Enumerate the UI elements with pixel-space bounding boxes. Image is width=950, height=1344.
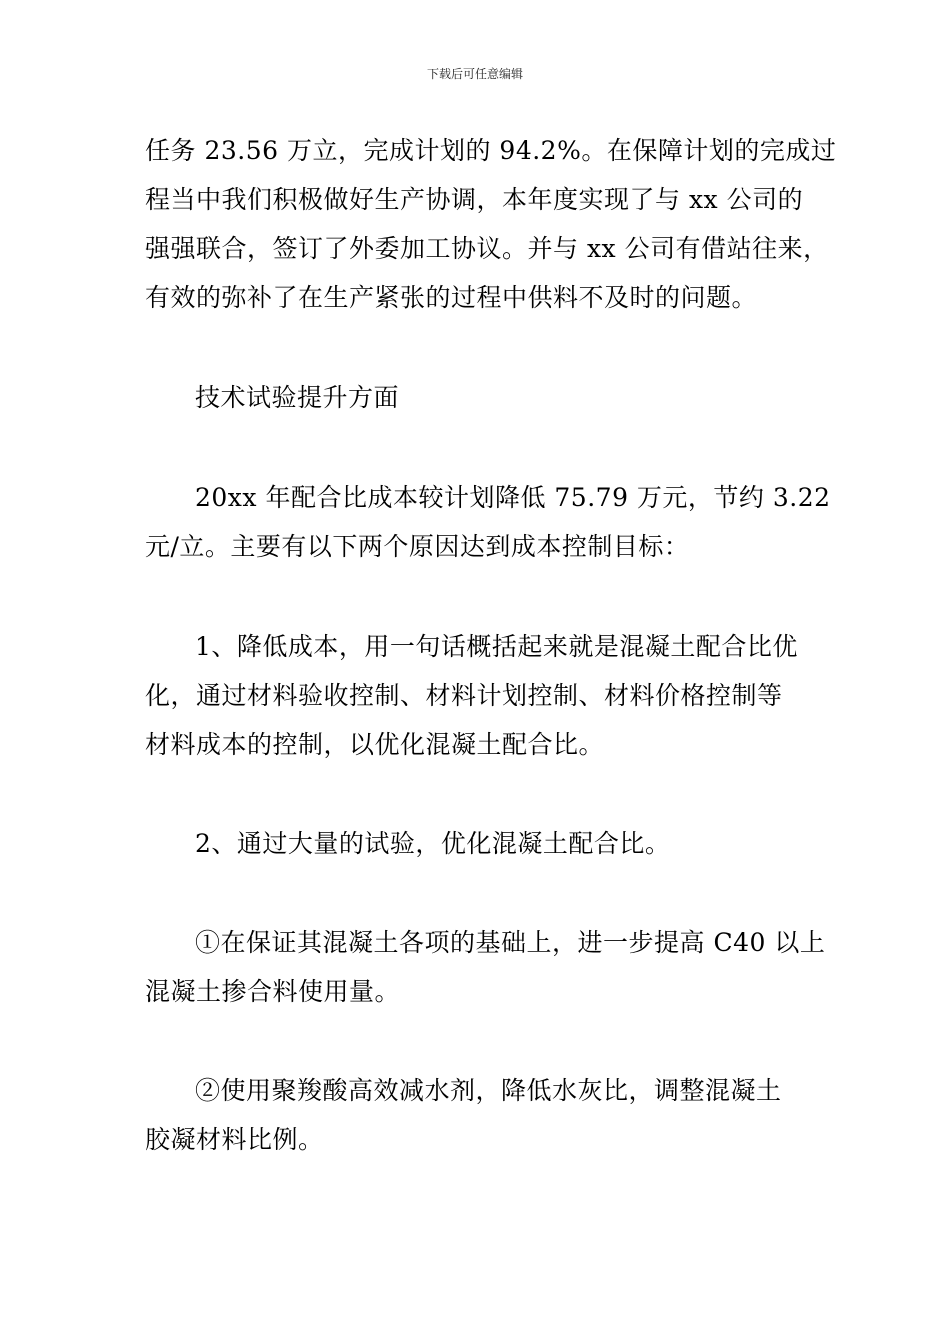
heading-text: 技术试验提升方面 (195, 383, 400, 412)
paragraph-production-summary (145, 126, 837, 322)
sub-item-circled-2 (145, 1066, 825, 1164)
text-line: 任务 23.56 万立，完成计划的 94.2%。在保障计划的完成过 (145, 136, 837, 165)
paragraph-cost-reduction (145, 473, 831, 571)
text-line: 元/立。主要有以下两个原因达到成本控制目标： (145, 532, 690, 561)
section-heading-tech-testing (145, 373, 825, 422)
text-line: 强强联合，签订了外委加工协议。并与 xx 公司有借站往来， (145, 234, 829, 263)
text-line: 2、通过大量的试验，优化混凝土配合比。 (195, 829, 671, 858)
text-line: ②使用聚羧酸高效减水剂，降低水灰比，调整混凝土 (195, 1076, 782, 1105)
text-line: 胶凝材料比例。 (145, 1125, 324, 1154)
text-line: ①在保证其混凝土各项的基础上，进一步提高 C40 以上 (195, 928, 826, 957)
text-line: 材料成本的控制，以优化混凝土配合比。 (145, 730, 605, 759)
list-item-2 (145, 819, 825, 868)
text-line: 1、降低成本，用一句话概括起来就是混凝土配合比优 (195, 632, 798, 661)
text-line: 程当中我们积极做好生产协调，本年度实现了与 xx 公司的 (145, 185, 804, 214)
text-line: 化，通过材料验收控制、材料计划控制、材料价格控制等 (145, 681, 783, 710)
page-header: 下载后可任意编辑 (426, 67, 523, 81)
text-line: 混凝土掺合料使用量。 (145, 977, 401, 1006)
text-line: 20xx 年配合比成本较计划降低 75.79 万元，节约 3.22 (195, 483, 831, 512)
list-item-1 (145, 622, 825, 769)
text-line: 有效的弥补了在生产紧张的过程中供料不及时的问题。 (145, 283, 758, 312)
sub-item-circled-1 (145, 918, 825, 1016)
